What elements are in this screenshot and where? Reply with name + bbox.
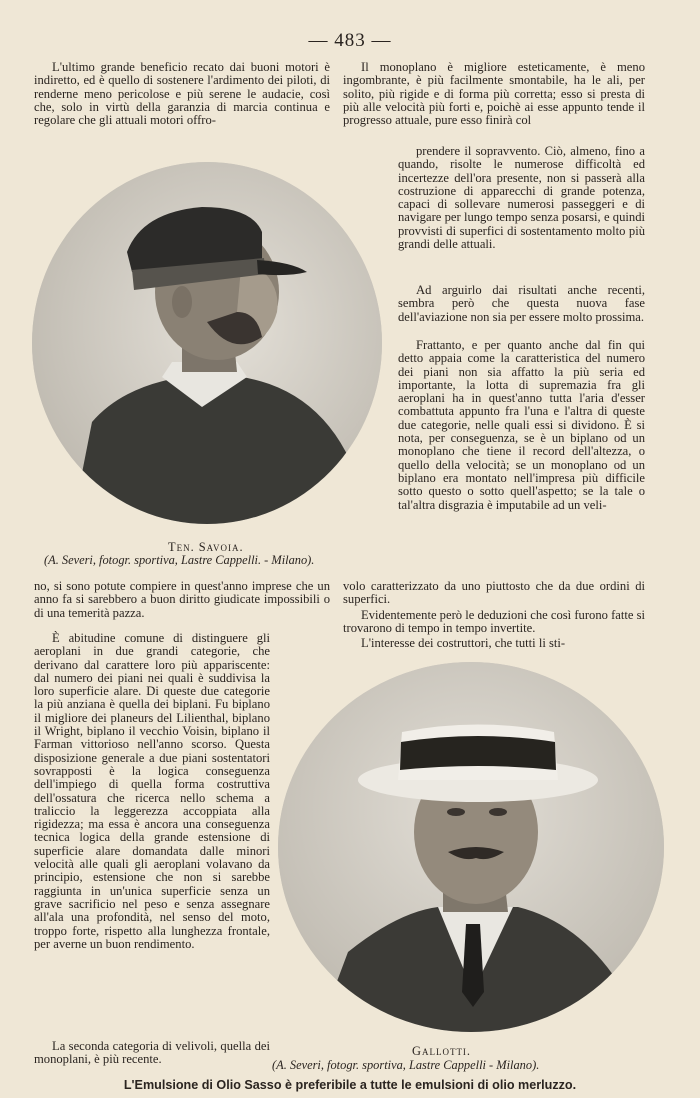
page-number: — 483 —	[308, 30, 392, 51]
left-lower-para2: La seconda categoria di velivoli, quella dei monoplani, è più recente.	[34, 1039, 270, 1067]
right-beside-photo1-para1: prendere il sopravvento. Ciò, almeno, fino a quando, risolte le numerose difficoltà ed incertezze dell'ora presente, non si passerà alla costruzione di apparecchi di grande potenza, capaci di sollevare numerosi passeggeri e di navigare per lungo tempo senza posarsi, e quindi provvisti di superfici di sostentamento molto più grandi delle attuali.	[398, 144, 645, 252]
portrait-savoia-drawing	[32, 162, 382, 524]
right-middle-para2: Evidentemente però le deduzioni che così furono fatte si trovarono di tempo in tempo invertite.	[343, 608, 645, 636]
portrait-gallotti-drawing	[278, 662, 664, 1032]
right-middle-para1: volo caratterizzato da uno piuttosto che da due ordini di superfici.	[343, 579, 645, 607]
left-middle-paragraph: no, si sono potute compiere in quest'anno imprese che un anno fa si sarebbero a buon diritto giudicate impossibili o di una temerità pazza.	[34, 579, 330, 620]
photo2-caption-credit: (A. Severi, fotogr. sportiva, Lastre Cappelli - Milano).	[272, 1058, 540, 1072]
left-top-paragraph: L'ultimo grande beneficio recato dai buoni motori è indiretto, ed è quello di sostenere l'ardimento dei piloti, di renderne meno pericolose e più serene le audacie, così che, solo in virtù della garanzia di marcia continua e regolare che gli attuali motori offro-	[34, 60, 330, 128]
right-top-paragraph: Il monoplano è migliore esteticamente, è meno ingombrante, è più facilmente smontabile, ha le ali, per solito, più rigide e di forma più corretta; esso si presta di più alle velocità più forti e, poichè ai esse appunto tende il progresso attuale, pure esso finirà col	[343, 60, 645, 128]
photo2-caption-name: Gallotti.	[412, 1044, 472, 1058]
photo1-caption-name: Ten. Savoia.	[168, 540, 244, 554]
advertisement-footer: L'Emulsione di Olio Sasso è preferibile a tutte le emulsioni di olio merluzzo.	[123, 1078, 577, 1092]
portrait-photo-savoia	[32, 162, 382, 524]
left-lower-para1: È abitudine comune di distinguere gli aeroplani in due grandi categorie, che derivano dal carattere loro più appariscente: dal numero dei piani nei quali è suddivisa la loro superficie alare. Di queste due categorie la più anziana è quella dei biplani. Fu biplano il migliore dei planeurs del Lilienthal, biplano il Wright, biplano il vecchio Voisin, biplano il Farman vittorioso nell'anno scorso. Questa disposizione generale a due piani sostentatori sovrapposti è la logica conseguenza dell'impiego di quella forma costruttiva dell'ossatura che ricerca nello schema a traliccio la leggerezza accoppiata alla rigidezza; ma essa è ancora una conseguenza tecnica logica della grande estensione di superficie alare domandata dalle minori velocità alle quali gli aeroplani volavano da principio, estensione che non si sarebbe raggiunta in un'unica superficie senza un grave sacrificio nel peso e senza assegnare all'ala una profondità, nel senso del moto, troppo forte, rispetto alla lunghezza frontale, per averne un buon rendimento.	[34, 631, 270, 951]
portrait-photo-gallotti	[278, 662, 664, 1032]
right-beside-photo1-para2: Ad arguirlo dai risultati anche recenti, sembra però che questa nuova fase dell'aviazione non sia per essere molto prossima.	[398, 283, 645, 324]
right-beside-photo1-para3: Frattanto, e per quanto anche dal fin qui detto appaia come la caratteristica del numero dei piani non sia affatto la più seria ed importante, la lotta di supremazia fra gli aeroplani ha in quest'anno tutta l'aria d'esser combattuta appunto fra l'una e l'altra di queste due categorie, nelle quali essi si dividono. È si nota, per conseguenza, se è un biplano od un monoplano che tiene il record dell'altezza, o quello della velocità; se un monoplano od un biplano era montato nell'impresa più difficile sotto questo o sotto quell'aspetto; se la tale o tal'altra disgrazia è imputabile ad un veli-	[398, 338, 645, 512]
right-middle-para3: L'interesse dei costruttori, che tutti li sti-	[361, 636, 566, 650]
photo1-caption-credit: (A. Severi, fotogr. sportiva, Lastre Cappelli. - Milano).	[44, 553, 315, 567]
